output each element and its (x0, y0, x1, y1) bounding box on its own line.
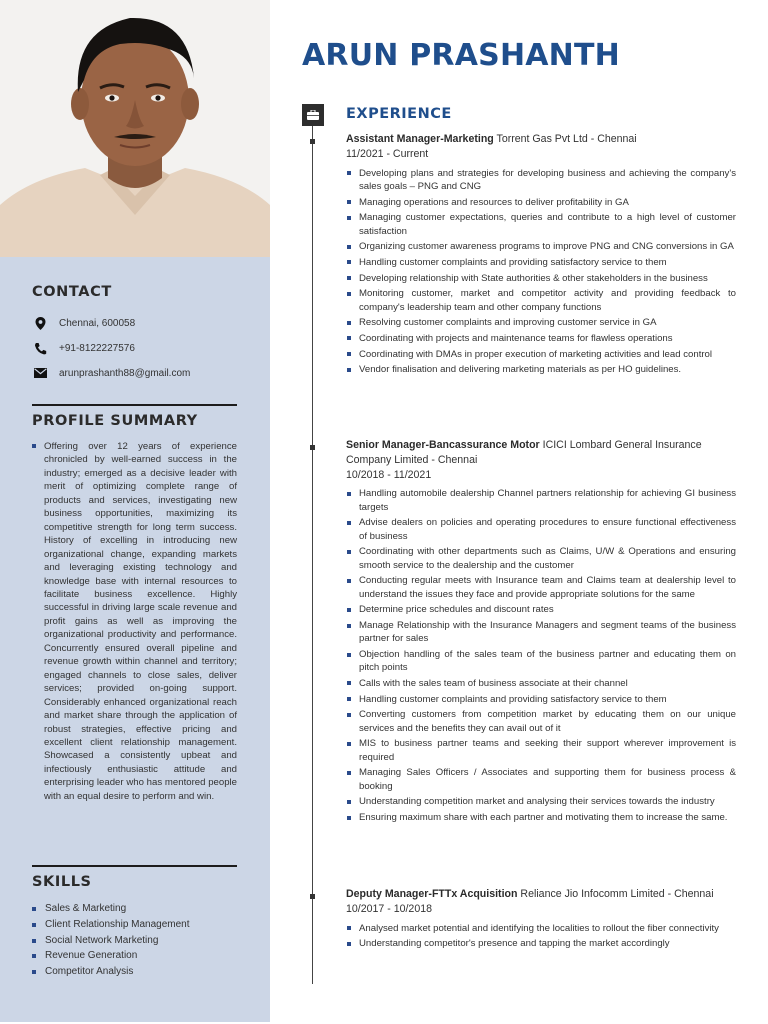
profile-summary-text: Offering over 12 years of experience chronicled by well-earned success in the industry; emerged as a decisive leader with merit of optimizing complete range of products and services, investigating new business opportunities, maximizing its competitive strength for long term success. History of excelling in introducing new organizational change, expanding markets and leveraging existing technology and knowledge base with internal resources to facilitate business excellence. Highly successful in driving large scale revenue and profit gains as well as improving the organizational productivity and performance. Concurrently ensured overall pipeline and revenue growth within channel and territory; engaged channels to close sales, deliver services; provided on-going support. Considerably enhanced organizational reach and market share through the application of robust strategies, effective pricing and excellent client relationship management. Showcased a consistently upbeat and infectiously enthusiastic attitude and enterprising leader who has mentored people with an equal desire to perform and win. (44, 441, 237, 802)
contact-location-text: Chennai, 600058 (59, 317, 136, 329)
list-item: Coordinating with projects and maintenance teams for flawless operations (346, 332, 736, 345)
list-item: Handling automobile dealership Channel partners relationship for achieving GI business targets (346, 487, 736, 514)
portrait-image (0, 0, 270, 257)
job-entry (346, 438, 736, 827)
list-item: Conducting regular meets with Insurance team and Claims team at dealership level to understand the issues they face and provide appropriate solutions for the same (346, 574, 736, 601)
briefcase-icon (302, 104, 324, 126)
list-item: Advise dealers on policies and operating procedures to ensure functional effectiveness of business (346, 516, 736, 543)
list-item: Coordinating with DMAs in proper execution of marketing activities and lead control (346, 348, 736, 361)
job-company: Torrent Gas Pvt Ltd - Chennai (493, 133, 637, 145)
list-item: Developing relationship with State authorities & other stakeholders in the business (346, 272, 736, 285)
list-item: Managing customer expectations, queries and contribute to a high level of customer satisfaction (346, 211, 736, 238)
job-title-line (346, 887, 736, 902)
contact-phone (32, 341, 237, 355)
skill-item: Competitor Analysis (32, 964, 252, 980)
job-bullets (346, 487, 736, 824)
list-item: Organizing customer awareness programs to improve PNG and CNG conversions in GA (346, 240, 736, 253)
list-item: Converting customers from competition market by educating them on our unique services and the benefits they can avail out of it (346, 708, 736, 735)
job-role: Assistant Manager-Marketing (346, 133, 494, 145)
envelope-icon (32, 366, 48, 380)
list-item: Manage Relationship with the Insurance Managers and segment teams of the business partner for sales (346, 619, 736, 646)
list-item: Understanding competitor's presence and tapping the market accordingly (346, 937, 736, 950)
skill-item: Sales & Marketing (32, 901, 252, 917)
list-item: Vendor finalisation and delivering marketing materials as per HO guidelines. (346, 363, 736, 376)
timeline-marker (310, 139, 315, 144)
profile-summary-heading: PROFILE SUMMARY (32, 413, 198, 429)
experience-heading: EXPERIENCE (346, 106, 452, 122)
bullet-marker (32, 444, 36, 448)
divider (32, 865, 237, 867)
list-item: Ensuring maximum share with each partner and motivating them to increase the same. (346, 811, 736, 824)
list-item: Developing plans and strategies for developing business and achieving the company's sales goals – PNG and CNG (346, 167, 736, 194)
contact-phone-text: +91-8122227576 (59, 342, 135, 354)
job-title-line (346, 132, 736, 147)
job-company: ICICI Lombard General Insurance Company Limited - Chennai (346, 439, 702, 466)
list-item: Understanding competition market and analysing their services towards the industry (346, 795, 736, 808)
job-role: Deputy Manager-FTTx Acquisition (346, 888, 518, 900)
job-title-line (346, 438, 736, 468)
job-dates: 10/2018 - 11/2021 (346, 468, 432, 481)
job-role: Senior Manager-Bancassurance Motor (346, 439, 540, 451)
sidebar (0, 0, 270, 1022)
divider (32, 404, 237, 406)
list-item: Determine price schedules and discount rates (346, 603, 736, 616)
location-pin-icon (32, 316, 48, 330)
list-item: Managing operations and resources to deliver profitability in GA (346, 196, 736, 209)
profile-photo (0, 0, 270, 257)
list-item: Handling customer complaints and providing satisfactory service to them (346, 693, 736, 706)
skill-item: Client Relationship Management (32, 917, 252, 933)
job-bullets (346, 922, 736, 951)
skill-item: Social Network Marketing (32, 933, 252, 949)
job-entry (346, 132, 736, 379)
list-item: MIS to business partner teams and seeking their support wherever improvement is required (346, 737, 736, 764)
skills-heading: SKILLS (32, 874, 92, 890)
job-entry (346, 887, 736, 953)
candidate-name: ARUN PRASHANTH (302, 38, 620, 73)
list-item: Analysed market potential and identifying the localities to rollout the fiber connectivity (346, 922, 736, 935)
job-bullets (346, 167, 736, 377)
list-item: Resolving customer complaints and improving customer service in GA (346, 316, 736, 329)
list-item: Coordinating with other departments such as Claims, U/W & Operations and ensuring smooth service to the dealership and the customer (346, 545, 736, 572)
job-dates: 11/2021 - Current (346, 147, 429, 160)
timeline-marker (310, 445, 315, 450)
list-item: Calls with the sales team of business associate at their channel (346, 677, 736, 690)
skill-item: Revenue Generation (32, 948, 252, 964)
skills-list (32, 901, 252, 980)
phone-icon (32, 341, 48, 355)
contact-heading: CONTACT (32, 284, 112, 300)
timeline-marker (310, 894, 315, 899)
list-item: Managing Sales Officers / Associates and supporting them for business process & booking (346, 766, 736, 793)
job-company: Reliance Jio Infocomm Limited - Chennai (517, 888, 714, 900)
contact-email (32, 366, 237, 380)
list-item: Handling customer complaints and providing satisfactory service to them (346, 256, 736, 269)
job-dates: 10/2017 - 10/2018 (346, 902, 433, 915)
list-item: Monitoring customer, market and competitor activity and providing feedback to company's leadership team and other company functions (346, 287, 736, 314)
timeline-line (312, 126, 313, 984)
contact-location (32, 316, 237, 330)
list-item: Objection handling of the sales team of the business partner and educating them on pitch points (346, 648, 736, 675)
contact-email-text: arunprashanth88@gmail.com (59, 367, 191, 379)
